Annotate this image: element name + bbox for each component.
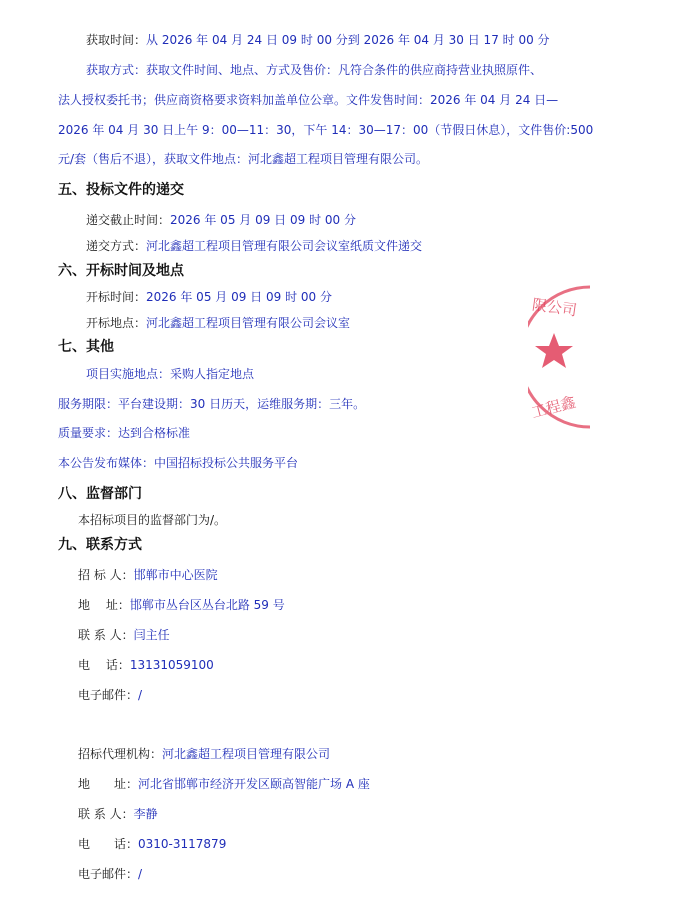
agency-name-value: 河北鑫超工程项目管理有限公司 — [162, 747, 331, 761]
buyer-phone-value: 13131059100 — [129, 658, 214, 672]
acquire-method-line-4: 元/套（售后不退），获取文件地点：河北鑫超工程项目管理有限公司。 — [58, 152, 429, 166]
project-location-value: 采购人指定地点 — [170, 367, 255, 381]
section-8-heading: 八、监督部门 — [58, 486, 142, 502]
publish-media-value: 中国招标投标公共服务平台 — [154, 456, 299, 470]
agency-contact-value: 李静 — [133, 807, 158, 821]
opening-time-value: 2026 年 05 月 09 日 09 时 00 分 — [146, 290, 332, 304]
agency-address — [78, 776, 370, 792]
submit-deadline-label: 递交截止时间： — [86, 213, 171, 227]
publish-media — [58, 455, 298, 471]
buyer-address-label: 地 址： — [78, 598, 130, 612]
buyer-phone — [78, 657, 214, 673]
buyer-email — [78, 687, 142, 703]
buyer-name — [78, 567, 218, 583]
acquire-method-line-1: 获取方式：获取文件时间、地点、方式及售价：凡符合条件的供应商持营业执照原件、 — [86, 63, 543, 77]
acquire-method-line-3: 2026 年 04 月 30 日上午 9：00—11：30，下午 14：30—17：00（节假日休息），文件售价:500 — [58, 123, 594, 137]
agency-address-label: 地 址： — [78, 777, 139, 791]
service-period-value: 平台建设期：30 日历天，运维服务期：三年。 — [118, 397, 366, 411]
submit-method-label: 递交方式： — [86, 239, 147, 253]
agency-contact-label: 联 系 人： — [78, 807, 134, 821]
acquire-time-value: 从 2026 年 04 月 24 日 09 时 00 分到 2026 年 04 月 30 日 17 时 00 分 — [146, 33, 550, 47]
publish-media-label: 本公告发布媒体： — [58, 456, 155, 470]
buyer-contact — [78, 627, 170, 643]
buyer-phone-label: 电 话： — [78, 658, 130, 672]
agency-email-label: 电子邮件： — [78, 867, 139, 881]
agency-name — [78, 746, 330, 762]
section-6-heading: 六、开标时间及地点 — [58, 263, 184, 279]
submit-method-value: 河北鑫超工程项目管理有限公司会议室纸质文件递交 — [146, 239, 423, 253]
opening-place — [86, 315, 350, 331]
submit-method — [86, 238, 422, 254]
acquire-method-line-2: 法人授权委托书；供应商资格要求资料加盖单位公章。文件发售时间：2026 年 04 月 24 日— — [58, 93, 559, 107]
agency-email-value: / — [138, 867, 143, 881]
agency-address-value: 河北省邯郸市经济开发区颐高智能广场 A 座 — [138, 777, 370, 791]
buyer-contact-value: 闫主任 — [133, 628, 170, 642]
buyer-email-value: / — [138, 688, 143, 702]
buyer-address — [78, 597, 285, 613]
agency-contact — [78, 806, 158, 822]
section-7-heading: 七、其他 — [58, 339, 114, 355]
acquire-time — [86, 32, 550, 48]
buyer-contact-label: 联 系 人： — [78, 628, 134, 642]
acquire-time-label: 获取时间： — [86, 33, 147, 47]
buyer-address-value: 邯郸市丛台区丛台北路 59 号 — [129, 598, 285, 612]
agency-name-label: 招标代理机构： — [78, 747, 163, 761]
seal-graphic — [528, 283, 590, 431]
agency-email — [78, 866, 142, 882]
seal-bottom-text: 工程鑫 — [529, 392, 578, 422]
company-seal — [528, 283, 590, 431]
submit-deadline-value: 2026 年 05 月 09 日 09 时 00 分 — [170, 213, 356, 227]
buyer-email-label: 电子邮件： — [78, 688, 139, 702]
opening-time — [86, 289, 332, 305]
opening-time-label: 开标时间： — [86, 290, 147, 304]
service-period-label: 服务期限： — [58, 397, 119, 411]
submit-deadline — [86, 212, 356, 228]
buyer-name-value: 邯郸市中心医院 — [133, 568, 218, 582]
section-5-heading: 五、投标文件的递交 — [58, 182, 184, 198]
quality-requirement-value: 达到合格标准 — [118, 426, 191, 440]
project-location-label: 项目实施地点： — [86, 367, 171, 381]
agency-phone — [78, 836, 226, 852]
opening-place-value: 河北鑫超工程项目管理有限公司会议室 — [146, 316, 351, 330]
quality-requirement-label: 质量要求： — [58, 426, 119, 440]
seal-top-text: 限公司 — [531, 295, 579, 320]
seal-star-icon — [535, 333, 573, 368]
opening-place-label: 开标地点： — [86, 316, 147, 330]
supervision-text: 本招标项目的监督部门为/。 — [78, 513, 227, 527]
section-9-heading: 九、联系方式 — [58, 537, 142, 553]
buyer-name-label: 招 标 人： — [78, 568, 134, 582]
agency-phone-value: 0310-3117879 — [138, 837, 227, 851]
agency-phone-label: 电 话： — [78, 837, 139, 851]
service-period — [58, 396, 365, 412]
quality-requirement — [58, 425, 190, 441]
project-location — [86, 366, 254, 382]
